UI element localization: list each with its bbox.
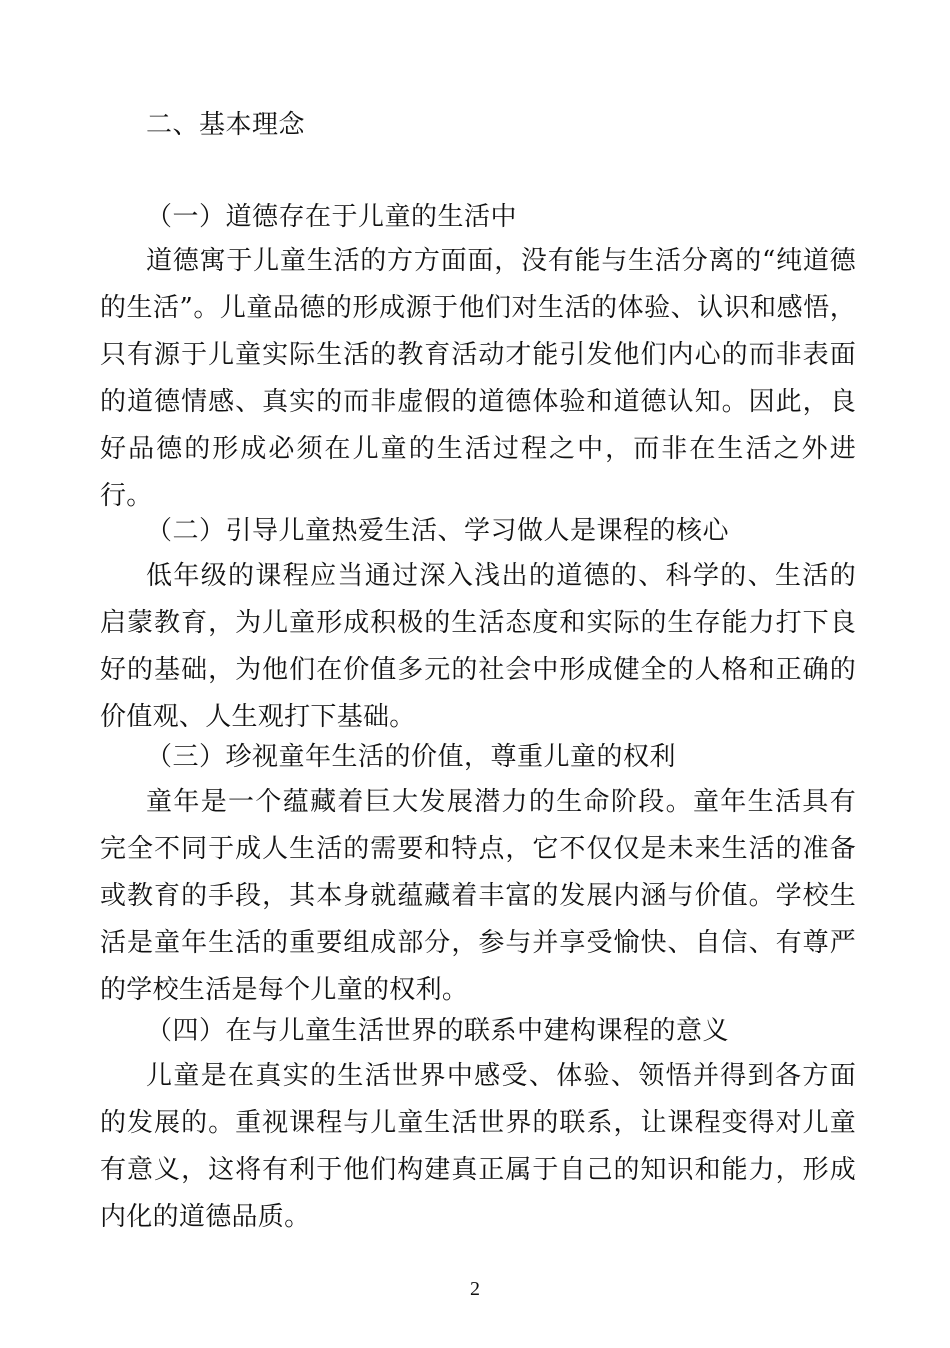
subsection-title-4: （四）在与儿童生活世界的联系中建构课程的意义 — [146, 1016, 730, 1046]
subsection-title-2: （二）引导儿童热爱生活、学习做人是课程的核心 — [146, 516, 730, 546]
paragraph-text-1: 道德寓于儿童生活的方方面面，没有能与生活分离的“纯道德的生活”。儿童品德的形成源于他们对生活的体验、认识和感悟，只有源于儿童实际生活的教育活动才能引发他们内心的而非表面的道德情感、真实的而非虚假的道德体验和道德认知。因此，良好品德的形成必须在儿童的生活过程之中，而非在生活之外进行。 — [100, 246, 856, 511]
paragraph-2 — [100, 553, 856, 741]
paragraph-3 — [100, 779, 856, 1014]
subsection-title-1: （一）道德存在于儿童的生活中 — [146, 202, 518, 232]
paragraph-text-2: 低年级的课程应当通过深入浅出的道德的、科学的、生活的启蒙教育，为儿童形成积极的生活态度和实际的生存能力打下良好的基础，为他们在价值多元的社会中形成健全的人格和正确的价值观、人生观打下基础。 — [100, 561, 856, 732]
paragraph-text-3: 童年是一个蕴藏着巨大发展潜力的生命阶段。童年生活具有完全不同于成人生活的需要和特点，它不仅仅是未来生活的准备或教育的手段，其本身就蕴藏着丰富的发展内涵与价值。学校生活是童年生活的重要组成部分，参与并享受愉快、自信、有尊严的学校生活是每个儿童的权利。 — [100, 787, 856, 1005]
paragraph-4 — [100, 1053, 856, 1241]
section-heading: 二、基本理念 — [146, 110, 306, 140]
paragraph-text-4: 儿童是在真实的生活世界中感受、体验、领悟并得到各方面的发展的。重视课程与儿童生活世界的联系，让课程变得对儿童有意义，这将有利于他们构建真正属于自己的知识和能力，形成内化的道德品质。 — [100, 1061, 856, 1232]
paragraph-1 — [100, 238, 856, 520]
page-number: 2 — [470, 1278, 480, 1300]
subsection-title-3: （三）珍视童年生活的价值，尊重儿童的权利 — [146, 742, 677, 772]
